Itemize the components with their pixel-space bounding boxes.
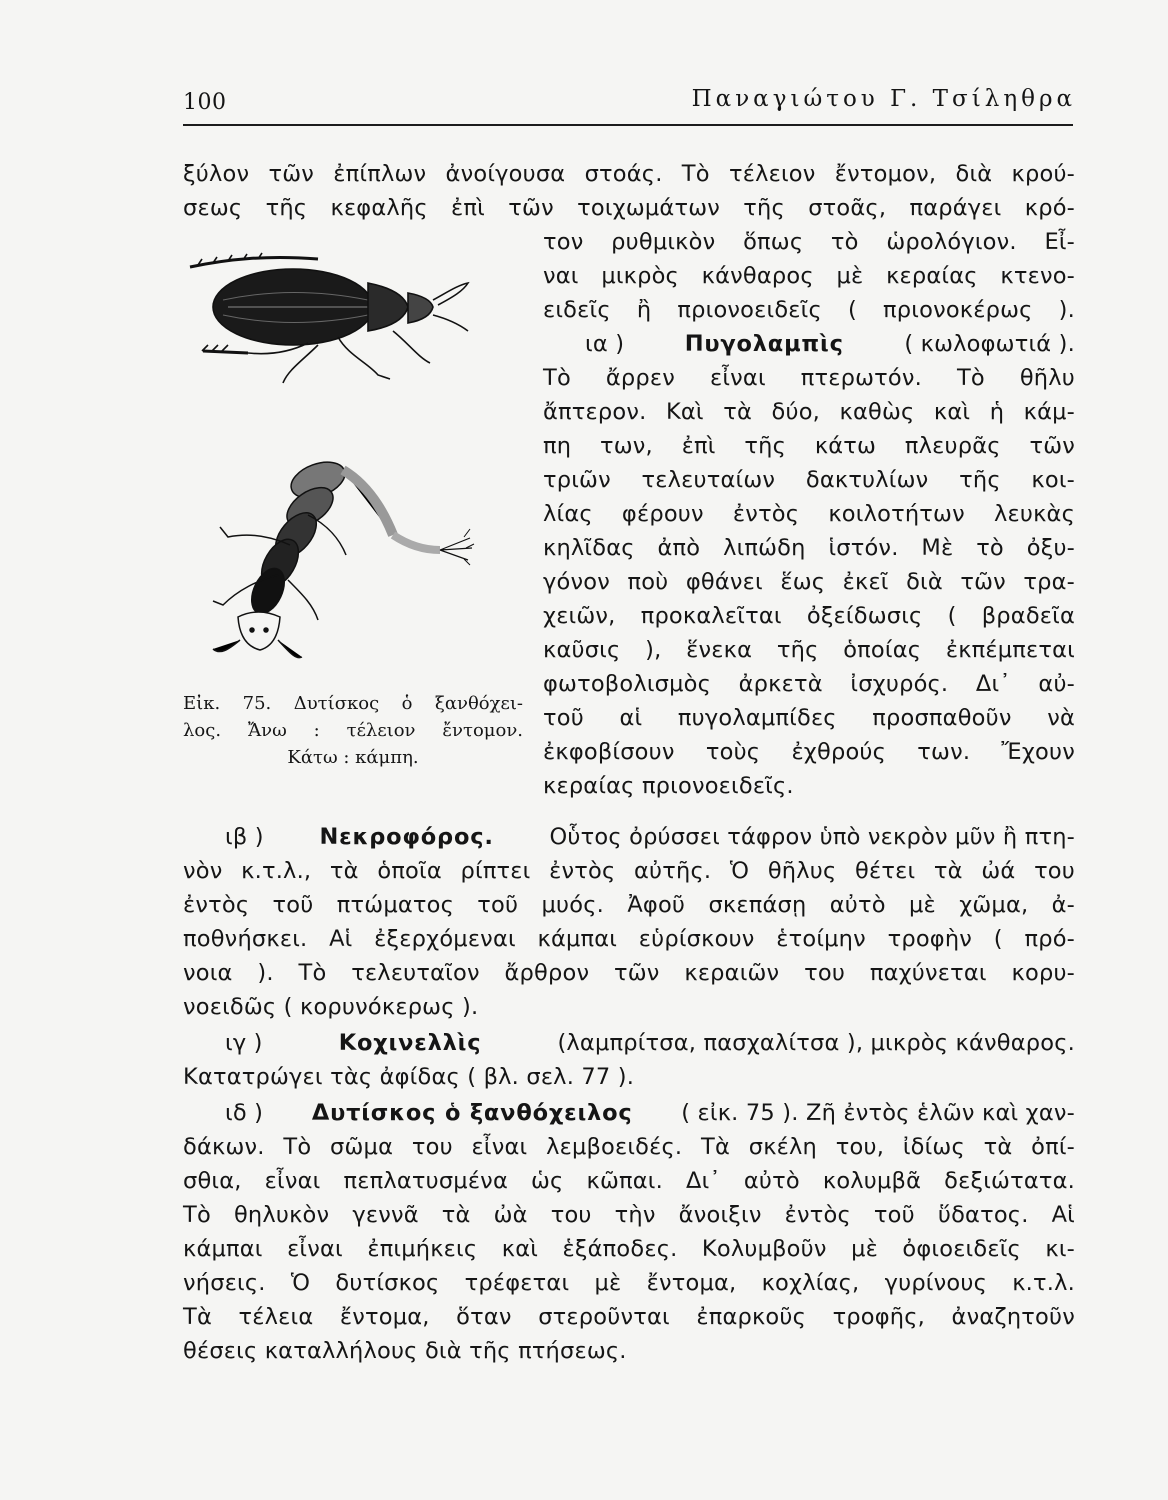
text-line: νοια ). Τὸ τελευταῖον ἄρθρον τῶν κεραιῶν του παχύνεται κορυ- — [183, 960, 1075, 986]
header-rule — [183, 124, 1073, 126]
figure-dytiscus-illustration — [168, 245, 528, 685]
text-line: νήσεις. Ὁ δυτίσκος τρέφεται μὲ ἔντομα, κοχλίας, γυρίνους κ.τ.λ. — [183, 1270, 1075, 1296]
entry-rest: Οὗτος ὀρύσσει τάφρον ὑπὸ νεκρὸν μῦν ἢ πτη- — [549, 824, 1075, 850]
text-line: λίας φέρουν ἐντὸς κοιλοτήτων λευκὰς — [543, 501, 1075, 527]
text-line: σεως τῆς κεφαλῆς ἐπὶ τῶν τοιχωμάτων τῆς στοᾶς, παράγει κρό- — [183, 195, 1075, 221]
text-line: πη των, ἐπὶ τῆς κάτω πλευρᾶς τῶν — [543, 433, 1075, 459]
text-line: γόνον ποὺ φθάνει ἕως ἐκεῖ διὰ τῶν τρα- — [543, 569, 1075, 595]
entry-term-nekroforos: Νεκροφόρος. — [319, 824, 494, 850]
entry-number: ιγ ) — [225, 1030, 263, 1056]
text-line: χειῶν, προκαλεῖται ὀξείδωσις ( βραδεῖα — [543, 603, 1075, 629]
entry-number: ιβ ) — [225, 824, 264, 850]
text-line: τριῶν τελευταίων δακτυλίων τῆς κοι- — [543, 467, 1075, 493]
text-line: Τὸ θηλυκὸν γεννᾶ τὰ ὠὰ του τὴν ἄνοιξιν ἐντὸς τοῦ ὕδατος. Αἱ — [183, 1202, 1075, 1228]
text-line: νὸν κ.τ.λ., τὰ ὁποῖα ρίπτει ἐντὸς αὐτῆς. Ὁ θῆλυς θέτει τὰ ὠά του — [183, 858, 1075, 884]
entry-rest: ( εἰκ. 75 ). Ζῆ ἐντὸς ἑλῶν καὶ χαν- — [681, 1100, 1075, 1126]
text-line: σθια, εἶναι πεπλατυσμένα ὡς κῶπαι. Δι᾿ αὐτὸ κολυμβᾶ δεξιώτατα. — [183, 1168, 1075, 1194]
entry-rest: ( κωλοφωτιά ). — [904, 331, 1075, 357]
figure-caption — [183, 690, 523, 771]
text-line: ἐντὸς τοῦ πτώματος τοῦ μυός. Ἀφοῦ σκεπάσῃ αὐτὸ μὲ χῶμα, ἀ- — [183, 892, 1075, 918]
text-line: κεραίας πριονοειδεῖς. — [543, 773, 794, 799]
text-line: κάμπαι εἶναι ἐπιμήκεις καὶ ἑξάποδες. Κολυμβοῦν μὲ ὀφιοειδεῖς κι- — [183, 1236, 1075, 1262]
entry-term-dytiskos: Δυτίσκος ὁ ξανθόχειλος — [311, 1100, 633, 1126]
running-head: Παναγιώτου Γ. Τσίληθρα — [691, 86, 1076, 112]
text-line: τοῦ αἱ πυγολαμπίδες προσπαθοῦν νὰ — [543, 705, 1075, 731]
text-line: δάκων. Τὸ σῶμα του εἶναι λεμβοειδές. Τὰ σκέλη του, ἰδίως τὰ ὀπί- — [183, 1134, 1075, 1160]
text-line: κηλῖδας ἀπὸ λιπώδη ἱστόν. Μὲ τὸ ὀξυ- — [543, 535, 1075, 561]
text-line: Κατατρώγει τὰς ἀφίδας ( βλ. σελ. 77 ). — [183, 1064, 635, 1090]
entry-ig-heading — [225, 1029, 1075, 1057]
text-line: ξύλον τῶν ἐπίπλων ἀνοίγουσα στοάς. Τὸ τέλειον ἔντομον, διὰ κρού- — [183, 161, 1075, 187]
text-line: ἐκφοβίσουν τοὺς ἐχθρούς των. Ἔχουν — [543, 739, 1075, 765]
entry-number: ιδ ) — [225, 1100, 264, 1126]
entry-term-pygolampis: Πυγολαμπὶς — [684, 331, 844, 357]
caption-line: Εἰκ. 75. Δυτίσκος ὁ ξανθόχει- — [183, 693, 523, 714]
entry-ia-heading — [585, 330, 1075, 358]
page-number: 100 — [183, 90, 227, 115]
text-line: ειδεῖς ἢ πριονοειδεῖς ( πριονοκέρως ). — [543, 297, 1075, 323]
entry-id-heading — [225, 1099, 1075, 1127]
caption-line: λος. Ἄνω : τέλειον ἔντομον. — [183, 720, 523, 741]
larva-drawing — [213, 455, 474, 657]
text-line: τον ρυθμικὸν ὅπως τὸ ὡρολόγιον. Εἶ- — [543, 229, 1075, 255]
text-line: Τὸ ἄρρεν εἶναι πτερωτόν. Τὸ θῆλυ — [543, 365, 1075, 391]
entry-rest: (λαμπρίτσα, πασχαλίτσα ), μικρὸς κάνθαρος. — [557, 1030, 1075, 1056]
entry-number: ια ) — [585, 331, 625, 357]
text-line: νοειδῶς ( κορυνόκερως ). — [183, 994, 479, 1020]
text-line: θέσεις καταλλήλους διὰ τῆς πτήσεως. — [183, 1338, 627, 1364]
text-line: ἄπτερον. Καὶ τὰ δύο, καθὼς καὶ ἡ κάμ- — [543, 399, 1075, 425]
caption-line: Κάτω : κάμπη. — [287, 747, 419, 768]
text-line: Τὰ τέλεια ἔντομα, ὅταν στεροῦνται ἐπαρκοῦς τροφῆς, ἀναζητοῦν — [183, 1304, 1075, 1330]
entry-term-kochinellis: Κοχινελλὶς — [338, 1030, 482, 1056]
text-line: ποθνήσκει. Αἱ ἐξερχόμεναι κάμπαι εὑρίσκουν ἑτοίμην τροφὴν ( πρό- — [183, 926, 1075, 952]
text-line: ναι μικρὸς κάνθαρος μὲ κεραίας κτενο- — [543, 263, 1075, 289]
beetle-adult-drawing — [190, 253, 468, 383]
text-line: φωτοβολισμὸς ἀρκετὰ ἰσχυρός. Δι᾿ αὐ- — [543, 671, 1075, 697]
entry-ib-heading — [225, 823, 1075, 851]
text-line: καῦσις ), ἕνεκα τῆς ὁποίας ἐκπέμπεται — [543, 637, 1075, 663]
